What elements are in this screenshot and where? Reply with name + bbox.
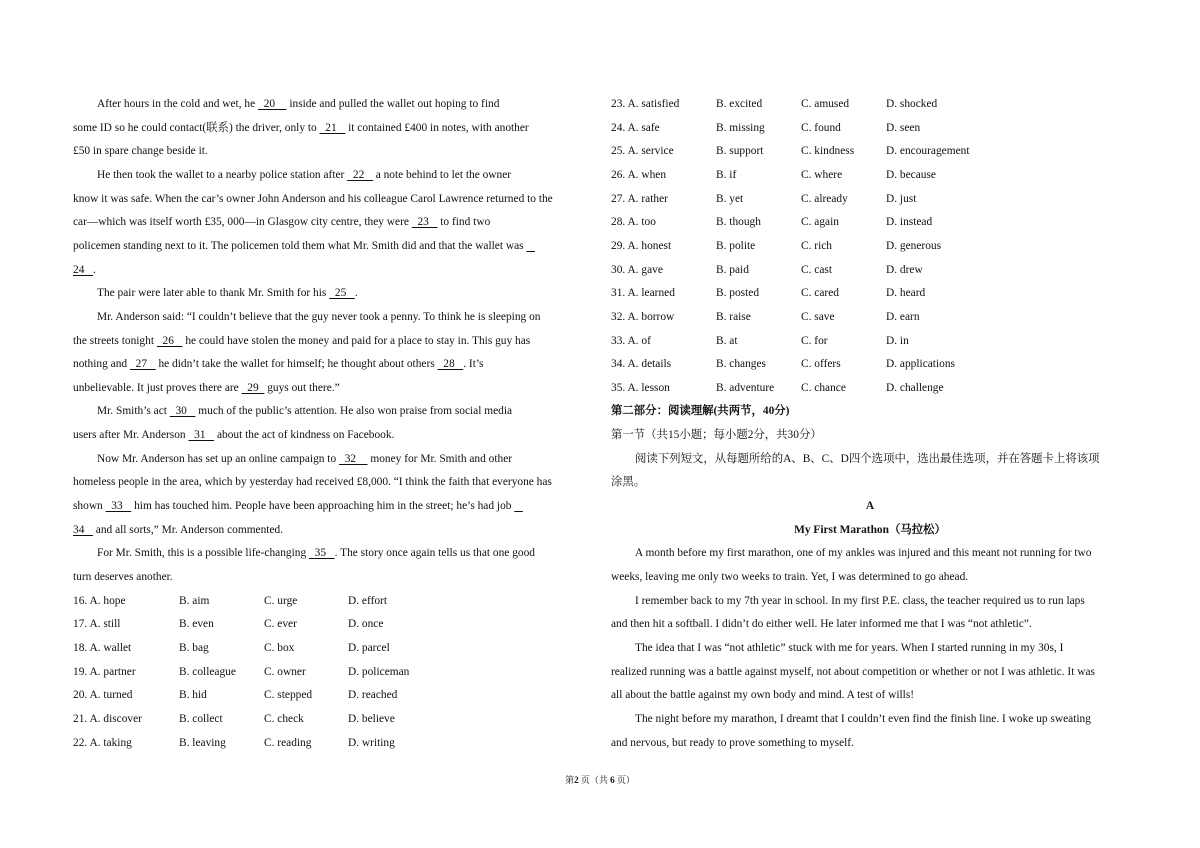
- option-c: C. found: [801, 121, 841, 134]
- paragraph-line: [73, 192, 553, 206]
- text-segment: some ID so he could contact(联系) the driver, only to: [73, 121, 320, 134]
- option-b: B. adventure: [716, 381, 775, 394]
- option-c: C. amused: [801, 98, 850, 110]
- option-a: 29. A. honest: [611, 239, 672, 252]
- option-c: C. kindness: [801, 145, 855, 158]
- text-segment: The pair were later able to thank Mr. Smith for his: [97, 287, 330, 300]
- blank: 28: [437, 358, 464, 371]
- paragraph-line: [73, 381, 340, 395]
- text-segment: car—which was itself worth £35, 000—in Glasgow city centre, they were: [73, 216, 412, 229]
- passage-line: and nervous, but ready to prove something to myself.: [611, 736, 854, 749]
- option-a: 22. A. taking: [73, 736, 132, 749]
- option-d: D. policeman: [348, 665, 410, 678]
- option-c: C. check: [264, 712, 304, 725]
- text-segment: .: [354, 287, 358, 300]
- option-d: D. effort: [348, 594, 388, 607]
- option-c: C. reading: [264, 736, 312, 749]
- text-segment: know it was safe. When the car’s owner John Anderson and his colleague Carol Lawrence returned to the: [73, 192, 553, 205]
- section-heading: 第二部分：阅读理解(共两节，40分): [611, 405, 790, 418]
- text-segment: homeless people in the area, which by yesterday had received £8,000. “I think the faith that everyone has: [73, 476, 552, 489]
- option-d: D. instead: [886, 216, 933, 229]
- blank: [514, 500, 523, 512]
- blank: 20: [258, 98, 287, 110]
- option-b: B. colleague: [179, 665, 236, 678]
- text-segment: guys out there.”: [264, 381, 340, 394]
- option-d: D. parcel: [348, 641, 390, 654]
- option-b: B. changes: [716, 358, 766, 371]
- paragraph-line: [73, 357, 483, 371]
- option-a: 24. A. safe: [611, 121, 660, 134]
- text-segment: Now Mr. Anderson has set up an online campaign to: [97, 452, 340, 465]
- option-c: C. urge: [264, 594, 298, 607]
- option-a: 25. A. service: [611, 145, 674, 158]
- option-a: 21. A. discover: [73, 712, 142, 725]
- text-segment: . It’s: [463, 358, 484, 371]
- option-c: C. rich: [801, 239, 833, 252]
- blank: 31: [188, 429, 215, 442]
- option-b: B. posted: [716, 287, 760, 300]
- option-d: D. shocked: [886, 98, 938, 110]
- paragraph-line: [73, 523, 283, 537]
- blank: 35: [308, 547, 335, 560]
- option-b: B. at: [716, 334, 738, 347]
- blank: 21: [319, 121, 346, 134]
- option-b: B. support: [716, 145, 764, 158]
- footer-prefix: 第: [565, 775, 575, 785]
- passage-line: all about the battle against my own body and mind. A test of wills!: [611, 689, 915, 702]
- blank: 27: [129, 358, 156, 371]
- option-b: B. raise: [716, 310, 751, 323]
- paragraph-line: [73, 263, 96, 277]
- passage-line: A month before my first marathon, one of my ankles was injured and this meant not running for two: [635, 547, 1092, 560]
- passage-title: My First Marathon（马拉松）: [794, 523, 946, 536]
- option-d: D. reached: [348, 689, 398, 702]
- footer-page: 2: [574, 775, 579, 785]
- option-b: B. even: [179, 618, 214, 631]
- option-c: C. offers: [801, 358, 841, 371]
- blank: 32: [339, 452, 368, 465]
- paragraph-line: [73, 570, 173, 584]
- option-c: C. where: [801, 168, 843, 181]
- option-a: 20. A. turned: [73, 689, 133, 702]
- option-b: B. aim: [179, 594, 210, 607]
- paragraph-line: [73, 334, 530, 348]
- option-d: D. writing: [348, 736, 395, 749]
- blank: 26: [156, 334, 183, 347]
- option-b: B. yet: [716, 192, 744, 205]
- option-c: C. ever: [264, 618, 297, 631]
- footer-suffix: 页）: [614, 775, 635, 785]
- option-b: B. hid: [179, 689, 207, 702]
- text-segment: .: [92, 263, 96, 276]
- option-a: 33. A. of: [611, 334, 651, 347]
- blank: 24: [73, 263, 93, 276]
- paragraph-first-line: [97, 546, 535, 560]
- option-d: D. challenge: [886, 381, 944, 394]
- text-segment: shown: [73, 500, 106, 513]
- passage-line: realized running was a battle against myself, not about competition or whether or not I was athletic. It was: [611, 665, 1095, 678]
- option-d: D. believe: [348, 712, 395, 725]
- text-segment: policemen standing next to it. The policemen told them what Mr. Smith did and that the wallet was: [73, 239, 527, 252]
- blank: 23: [411, 216, 438, 229]
- option-c: C. chance: [801, 381, 846, 394]
- text-segment: users after Mr. Anderson: [73, 429, 189, 442]
- option-c: C. cared: [801, 287, 839, 300]
- option-b: B. excited: [716, 98, 763, 110]
- option-a: 17. A. still: [73, 618, 121, 631]
- option-d: D. seen: [886, 121, 921, 134]
- option-a: 35. A. lesson: [611, 381, 670, 394]
- option-a: 26. A. when: [611, 168, 667, 181]
- blank: 30: [169, 405, 196, 418]
- footer-total: 6: [610, 775, 615, 785]
- text-segment: He then took the wallet to a nearby police station after: [97, 168, 348, 181]
- text-segment: After hours in the cold and wet, he: [97, 98, 259, 110]
- text-segment: much of the public’s attention. He also won praise from social media: [195, 405, 513, 418]
- text-segment: For Mr. Smith, this is a possible life-changing: [97, 547, 309, 560]
- paragraph-line: [73, 215, 490, 229]
- paragraph-first-line: [97, 97, 499, 111]
- passage-letter: A: [865, 500, 875, 513]
- text-segment: Mr. Smith’s act: [97, 405, 170, 418]
- page-footer: [0, 774, 1200, 786]
- text-segment: money for Mr. Smith and other: [367, 452, 513, 465]
- option-c: C. owner: [264, 665, 306, 678]
- paragraph-line: [73, 239, 535, 253]
- text-segment: about the act of kindness on Facebook.: [214, 429, 395, 442]
- option-c: C. already: [801, 192, 848, 205]
- option-c: C. for: [801, 334, 828, 347]
- option-d: D. earn: [886, 310, 920, 323]
- footer-middle: 页（共: [578, 775, 611, 785]
- option-b: B. leaving: [179, 736, 226, 749]
- blank: 22: [347, 168, 373, 181]
- option-d: D. encouragement: [886, 145, 970, 158]
- option-a: 27. A. rather: [611, 192, 668, 205]
- option-d: D. generous: [886, 239, 942, 252]
- text-segment: to find two: [437, 216, 491, 229]
- text-segment: and all sorts,” Mr. Anderson commented.: [92, 523, 284, 536]
- option-b: B. missing: [716, 121, 765, 134]
- option-b: B. though: [716, 216, 761, 229]
- option-d: D. applications: [886, 358, 955, 371]
- option-c: C. cast: [801, 263, 833, 276]
- instruction-line: 阅读下列短文，从每题所给的A、B、C、D四个选项中，选出最佳选项，并在答题卡上将该项: [635, 452, 1100, 465]
- option-c: C. stepped: [264, 689, 313, 702]
- option-d: D. heard: [886, 287, 926, 300]
- text-segment: him has touched him. People have been approaching him in the street; he’s had job: [131, 500, 515, 513]
- paragraph-first-line: [97, 310, 540, 324]
- text-segment: he could have stolen the money and paid for a place to stay in. This guy has: [182, 334, 531, 347]
- option-c: C. box: [264, 641, 295, 654]
- text-segment: it contained £400 in notes, with another: [345, 121, 529, 134]
- passage-line: The night before my marathon, I dreamt that I couldn’t even find the finish line. I woke up sweating: [635, 712, 1091, 725]
- paragraph-first-line: [97, 286, 358, 300]
- option-a: 31. A. learned: [611, 287, 675, 300]
- option-d: D. once: [348, 618, 384, 631]
- text-segment: inside and pulled the wallet out hoping to find: [286, 98, 500, 110]
- text-segment: nothing and: [73, 358, 130, 371]
- paragraph-first-line: [97, 452, 512, 466]
- option-b: B. polite: [716, 239, 756, 252]
- option-a: 32. A. borrow: [611, 310, 675, 323]
- option-a: 28. A. too: [611, 216, 656, 229]
- text-segment: he didn’t take the wallet for himself; he thought about others: [155, 358, 438, 371]
- blank: 25: [329, 287, 355, 300]
- option-c: C. again: [801, 216, 839, 229]
- option-a: 18. A. wallet: [73, 641, 132, 654]
- option-d: D. because: [886, 168, 936, 181]
- blank: [526, 240, 535, 252]
- passage-line: I remember back to my 7th year in school. In my first P.E. class, the teacher required us to run laps: [635, 594, 1085, 607]
- blank: 29: [241, 381, 265, 394]
- paragraph-line: [73, 499, 523, 513]
- option-a: 23. A. satisfied: [611, 98, 680, 110]
- option-a: 34. A. details: [611, 358, 672, 371]
- paragraph-line: [73, 428, 394, 442]
- blank: 33: [105, 500, 132, 513]
- option-a: 19. A. partner: [73, 665, 136, 678]
- option-b: B. paid: [716, 263, 749, 276]
- subsection-heading: 第一节（共15小题；每小题2分，共30分）: [611, 429, 822, 442]
- option-b: B. collect: [179, 712, 223, 725]
- option-c: C. save: [801, 310, 835, 323]
- option-d: D. in: [886, 334, 909, 347]
- text-segment: turn deserves another.: [73, 571, 173, 583]
- paragraph-line: [73, 475, 552, 489]
- text-segment: a note behind to let the owner: [372, 168, 512, 181]
- option-b: B. if: [716, 168, 737, 181]
- paragraph-line: [73, 144, 208, 158]
- paragraph-first-line: [97, 168, 511, 182]
- text-segment: Mr. Anderson said: “I couldn’t believe that the guy never took a penny. To think he is sleeping on: [97, 310, 541, 323]
- text-segment: the streets tonight: [73, 334, 157, 347]
- option-a: 16. A. hope: [73, 594, 126, 607]
- option-a: 30. A. gave: [611, 263, 663, 276]
- blank: 34: [73, 523, 93, 536]
- passage-line: and then hit a softball. I didn’t do either well. He later informed me that I was “not athletic”.: [611, 618, 1032, 631]
- option-d: D. just: [886, 192, 917, 205]
- paragraph-line: [73, 121, 529, 135]
- passage-line: The idea that I was “not athletic” stuck with me for years. When I started running in my 30s, I: [635, 641, 1064, 654]
- text-segment: £50 in spare change beside it.: [73, 145, 208, 158]
- paragraph-first-line: [97, 404, 512, 418]
- passage-line: weeks, leaving me only two weeks to train. Yet, I was determined to go ahead.: [611, 571, 969, 583]
- text-segment: unbelievable. It just proves there are: [73, 381, 242, 394]
- option-d: D. drew: [886, 263, 923, 276]
- text-segment: . The story once again tells us that one good: [334, 547, 535, 560]
- instruction-line: 涂黑。: [611, 476, 646, 489]
- option-b: B. bag: [179, 641, 209, 654]
